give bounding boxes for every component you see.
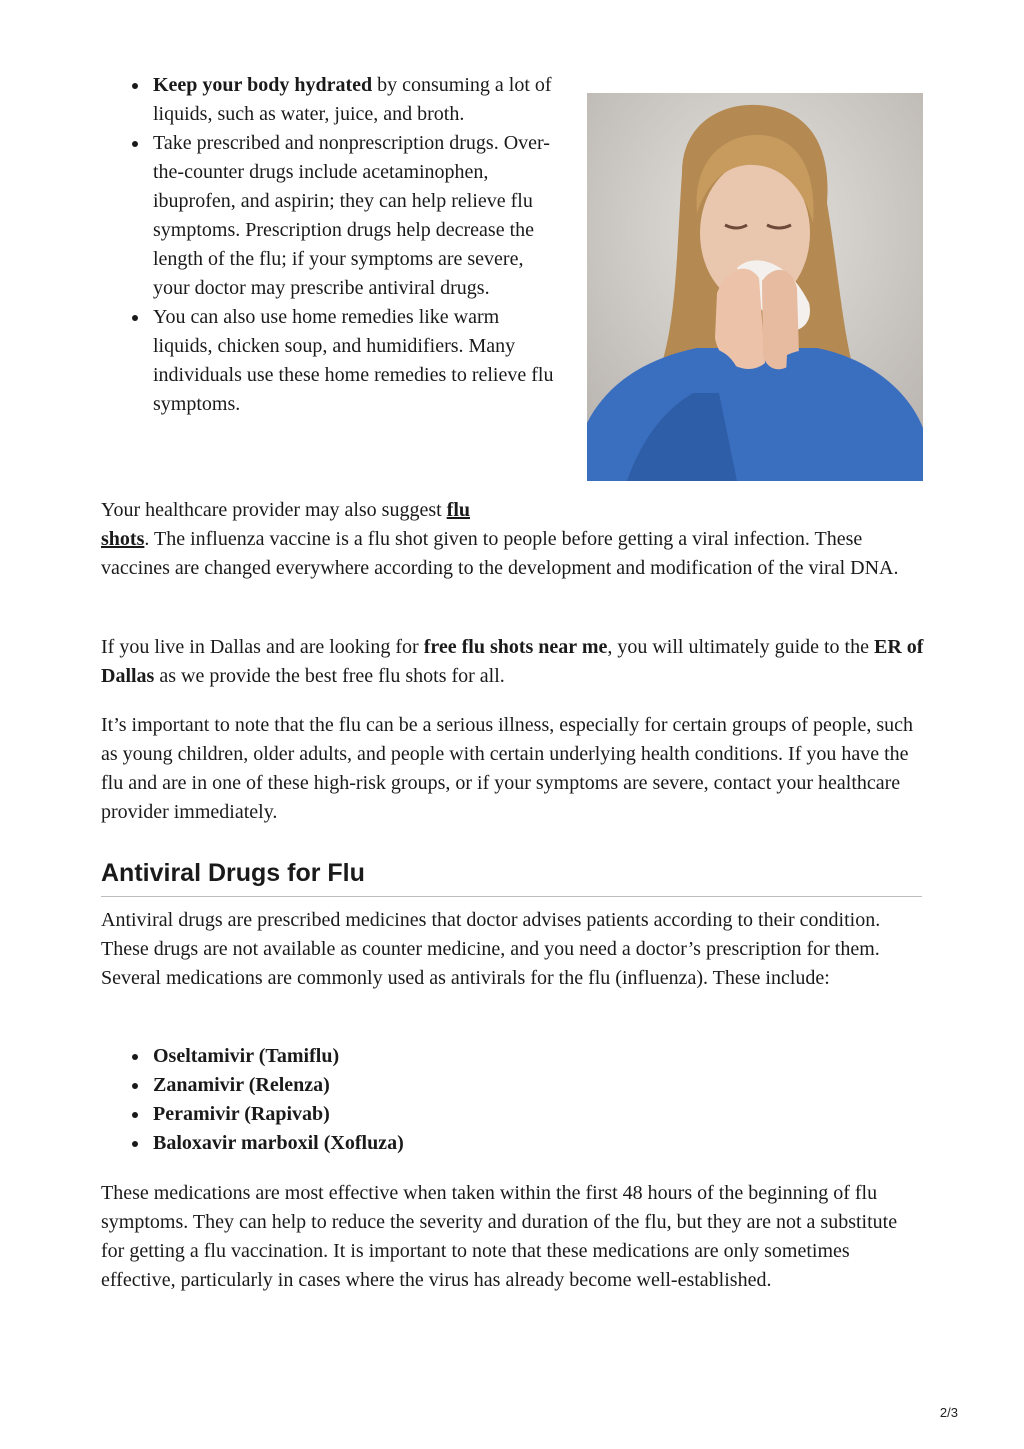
dallas-text-3: as we provide the best free flu shots for all. xyxy=(154,665,505,687)
page-number: 2/3 xyxy=(939,1405,958,1420)
important-note-paragraph: It’s important to note that the flu can be a serious illness, especially for certain groups of people, such as young children, older adults, and people with certain underlying health conditions. If you have the flu and are in one of these high-risk groups, or if your symptoms are severe, contact your healthcare provider immediately. xyxy=(101,714,913,823)
dallas-text-2: , you will ultimately guide to the xyxy=(607,636,874,658)
list-item xyxy=(101,303,556,419)
list-item xyxy=(101,1100,701,1129)
drug-name: Peramivir (Rapivab) xyxy=(153,1103,330,1125)
drug-name: Oseltamivir (Tamiflu) xyxy=(153,1045,340,1067)
flu-shots-paragraph xyxy=(101,496,924,583)
flu-shots-link-line2: shots xyxy=(101,528,145,550)
drug-name: Zanamivir (Relenza) xyxy=(153,1074,330,1096)
antiviral-intro-paragraph: Antiviral drugs are prescribed medicines that doctor advises patients according to their condition. These drugs are not available as counter medicine, and you need a doctor’s prescription for them. Several medications are commonly used as antivirals for the flu (influenza). These include: xyxy=(101,909,881,989)
list-item xyxy=(101,129,556,303)
list-item xyxy=(101,71,556,129)
flu-shots-lead-text: Your healthcare provider may also suggest xyxy=(101,499,447,521)
drug-name: Baloxavir marboxil (Xofluza) xyxy=(153,1132,404,1154)
hydrated-text: by consuming a lot of liquids, such as water, juice, and broth. xyxy=(153,74,552,125)
list-item xyxy=(101,1129,701,1158)
antiviral-drug-list xyxy=(101,1042,701,1158)
photo-illustration xyxy=(587,93,923,481)
section-heading: Antiviral Drugs for Flu xyxy=(101,859,365,887)
dallas-text-1: If you live in Dallas and are looking for xyxy=(101,636,424,658)
free-flu-shots-emphasis: free flu shots near me xyxy=(423,636,608,658)
drugs-text: Take prescribed and nonprescription drugs. Over-the-counter drugs include acetaminophen, ibuprofen, and aspirin; they can help relieve flu symptoms. Prescription drugs help decrease the length of the flu; if your symptoms are severe, your doctor may prescribe antiviral drugs. xyxy=(153,132,550,299)
flu-shots-rest-text: . The influenza vaccine is a flu shot given to people before getting a viral infection. These vaccines are changed everywhere according to the development and modification of the viral DNA. xyxy=(101,528,899,579)
heading-divider xyxy=(101,896,922,897)
list-item xyxy=(101,1071,701,1100)
dallas-paragraph xyxy=(101,633,924,691)
list-item xyxy=(101,1042,701,1071)
woman-blowing-nose-photo xyxy=(587,93,923,481)
flu-shots-link-line1: flu xyxy=(446,499,471,521)
closing-paragraph: These medications are most effective when taken within the first 48 hours of the beginning of flu symptoms. They can help to reduce the severity and duration of the flu, but they are not a substitute for getting a flu vaccination. It is important to note that these medications are only sometimes effective, particularly in cases where the virus has already become well-established. xyxy=(101,1182,898,1291)
remedies-text: You can also use home remedies like warm liquids, chicken soup, and humidifiers. Many individuals use these home remedies to relieve flu symptoms. xyxy=(153,306,554,415)
er-of-dallas-emphasis: ER of Dallas xyxy=(101,636,924,687)
flu-care-list xyxy=(101,71,556,419)
hydrated-emphasis: Keep your body hydrated xyxy=(153,74,373,96)
